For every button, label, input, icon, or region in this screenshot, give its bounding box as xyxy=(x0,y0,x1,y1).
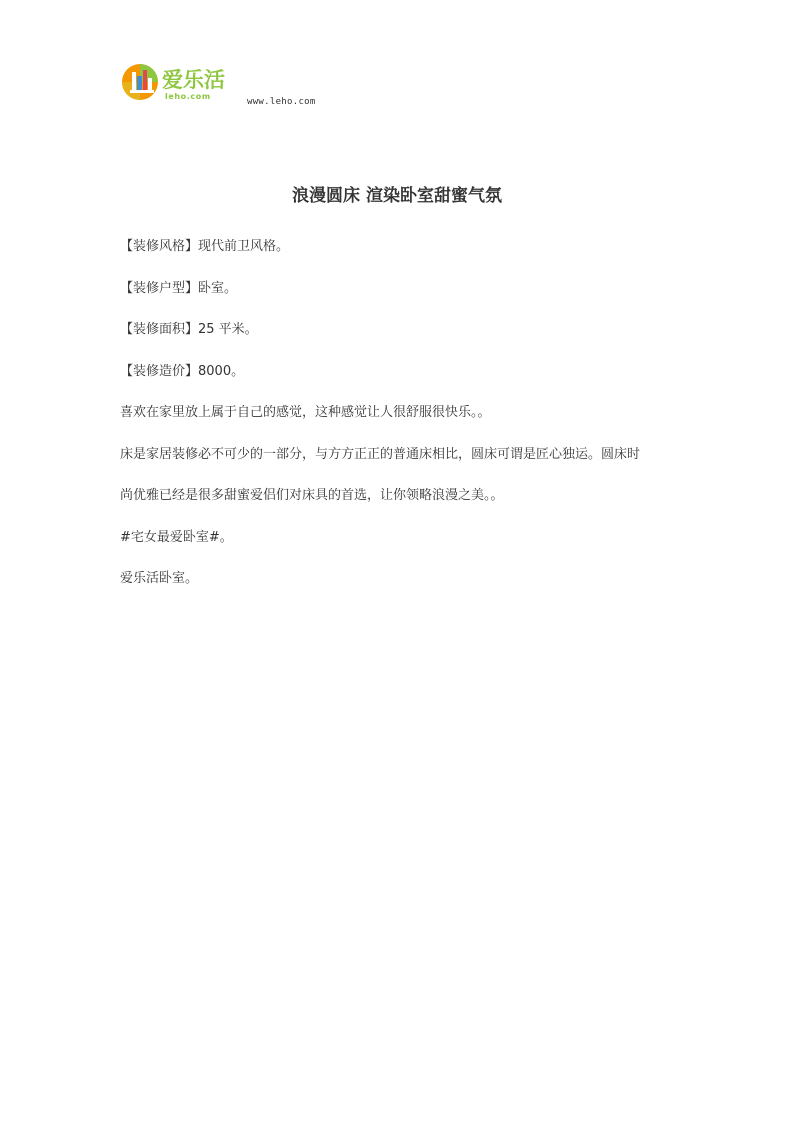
footer-line: 爱乐活卧室。 xyxy=(120,571,199,586)
leho-logo[interactable] xyxy=(120,60,250,104)
spec-style: 【装修风格】现代前卫风格。 xyxy=(120,239,290,254)
spec-area: 【装修面积】25 平米。 xyxy=(120,322,258,337)
page-title: 浪漫圆床 渲染卧室甜蜜气氛 xyxy=(292,186,502,206)
leho-logo-icon xyxy=(120,60,250,104)
hashtag-line: #宅女最爱卧室#。 xyxy=(120,530,233,545)
body-paragraph-2-line-1: 床是家居装修必不可少的一部分，与方方正正的普通床相比，圆床可谓是匠心独运。圆床时 xyxy=(120,447,641,462)
spec-room-type: 【装修户型】卧室。 xyxy=(120,281,238,296)
logo-subtext: leho.com xyxy=(165,92,211,101)
body-paragraph-1: 喜欢在家里放上属于自己的感觉，这种感觉让人很舒服很快乐。。 xyxy=(120,405,491,420)
spec-cost: 【装修造价】8000。 xyxy=(120,364,245,379)
site-url[interactable]: www.leho.com xyxy=(247,97,316,107)
header xyxy=(120,60,380,112)
body-paragraph-2-line-2: 尚优雅已经是很多甜蜜爱侣们对床具的首选，让你领略浪漫之美。。 xyxy=(120,488,504,503)
logo-wordmark: 爱乐活 xyxy=(162,68,225,92)
